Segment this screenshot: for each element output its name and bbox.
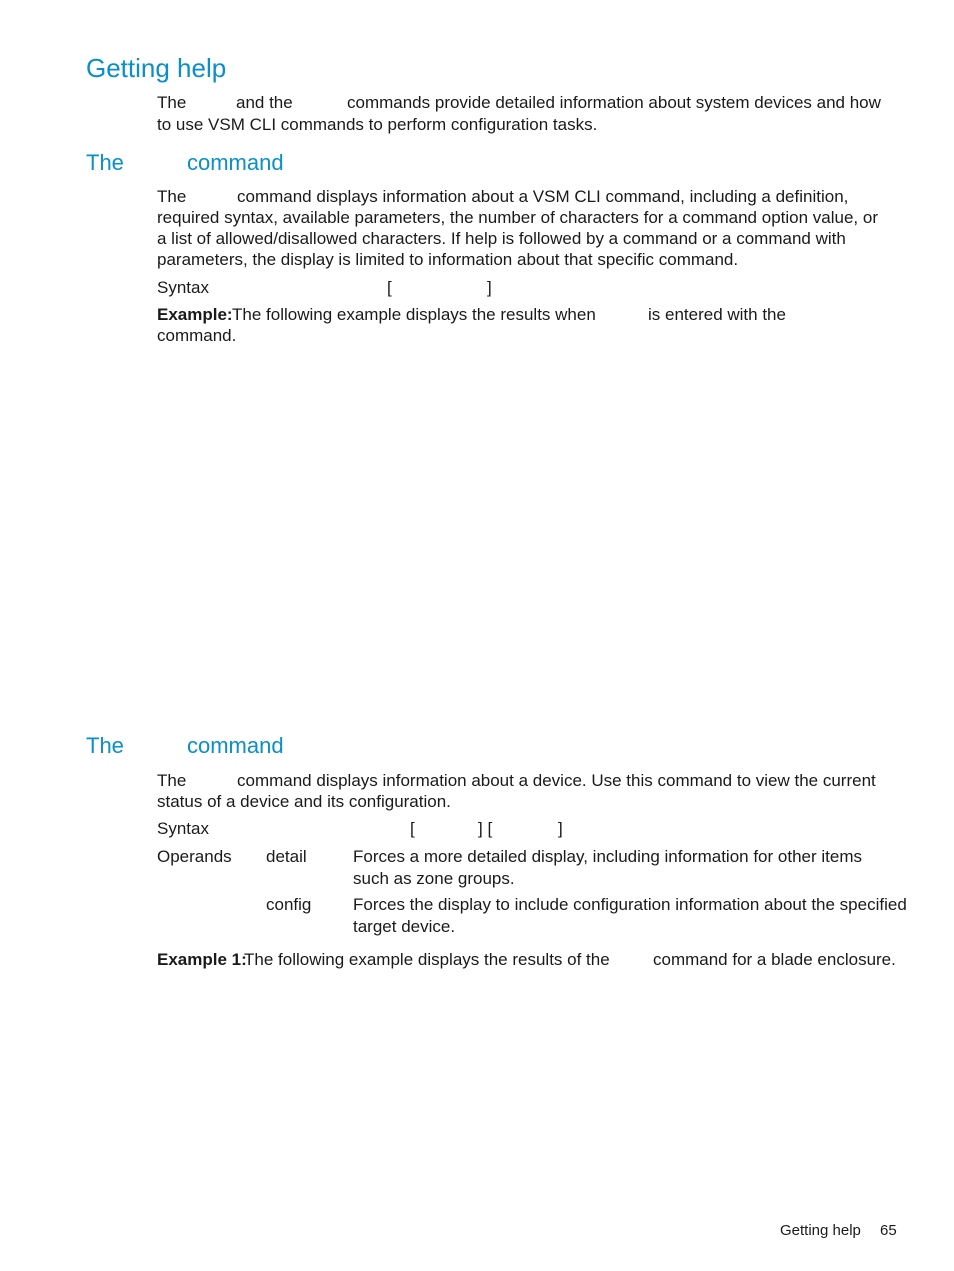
section2-syntax-bracket-2: ] [ [478,819,493,838]
section1-syntax-bracket-close: ] [487,278,492,297]
section2-operands-label: Operands [157,847,232,866]
section1-heading-command: command [187,150,284,175]
section2-syntax-bracket-3: ] [558,819,563,838]
section1-syntax-label: Syntax [157,278,209,297]
section1-para-line-2: required syntax, available parameters, the number of characters for a command option value, or [157,208,878,227]
intro-word-the: The [157,93,187,112]
section2-syntax-label: Syntax [157,819,209,838]
intro-line-1: commands provide detailed information about system devices and how [347,93,881,112]
operand-desc-config-line-1: Forces the display to include configuration information about the specified [353,895,907,914]
section1-para-line-3: a list of allowed/disallowed characters. If help is followed by a command or a command with [157,229,846,248]
section2-para-line-1: command displays information about a device. Use this command to view the current [237,771,876,790]
footer-section-title: Getting help [780,1222,861,1239]
operand-desc-detail-line-1: Forces a more detailed display, including information for other items [353,847,862,866]
section2-syntax-bracket-1: [ [410,819,415,838]
section1-para-the: The [157,187,187,206]
section1-example-text-2: is entered with the [648,305,786,324]
section1-example-text: The following example displays the results when [232,305,596,324]
section1-example-text-3: command. [157,326,237,345]
section2-heading-command: command [187,733,284,758]
section2-example-text: The following example displays the results of the [244,950,610,969]
intro-line-2: to use VSM CLI commands to perform configuration tasks. [157,115,598,134]
footer-page-number: 65 [880,1222,897,1239]
section1-example-label: Example: [157,305,233,324]
section1-para-line-1: command displays information about a VSM CLI command, including a definition, [237,187,849,206]
section2-para-the: The [157,771,187,790]
section2-heading-the: The [86,733,124,758]
page-title: Getting help [86,53,227,83]
section1-heading-the: The [86,150,124,175]
section1-para-line-4: parameters, the display is limited to information about that specific command. [157,250,739,269]
operand-name-detail: detail [266,847,307,866]
section1-syntax-bracket-open: [ [387,278,392,297]
section2-para-line-2: status of a device and its configuration. [157,792,451,811]
operand-desc-config-line-2: target device. [353,917,456,936]
operand-desc-detail-line-2: such as zone groups. [353,869,515,888]
section2-example-label: Example 1: [157,950,247,969]
operand-name-config: config [266,895,312,914]
section2-example-text-2: command for a blade enclosure. [653,950,896,969]
intro-word-and-the: and the [236,93,293,112]
